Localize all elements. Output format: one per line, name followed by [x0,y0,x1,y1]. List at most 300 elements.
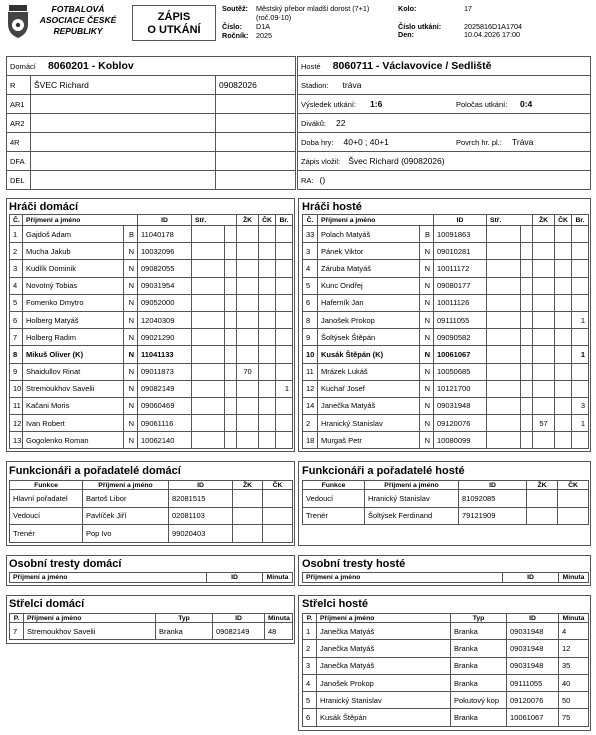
staff-col: Příjmení a jméno [365,481,459,490]
scorer-minute: 75 [559,709,589,726]
scorer-col: ID [507,614,559,623]
staff-col: ŽK [233,481,263,490]
sub-cell [225,432,237,449]
scorer-row [303,623,589,640]
red-card [555,380,572,397]
sub-cell [521,277,533,294]
scorer-type: Branka [451,709,507,726]
scorer-col: Typ [156,614,213,623]
official-role: AR1 [7,95,31,114]
official-id [216,95,296,114]
player-position: N [124,311,138,328]
scorer-type: Pokutový kop [451,692,507,709]
player-id: 10050685 [434,363,487,380]
player-name: Polach Matyáš [318,226,420,243]
sub-cell [225,346,237,363]
scorer-minute: 4 [559,623,589,640]
officials-table [6,56,296,190]
result-value: 1:6 [370,99,383,109]
red-card [555,226,572,243]
player-number: 12 [10,415,23,432]
goals: 1 [276,380,293,397]
player-row [303,243,589,260]
yellow-card [237,226,259,243]
scorer-order: 7 [10,623,24,640]
yellow-card [237,346,259,363]
sub-cell [487,397,521,414]
goals [572,226,589,243]
goals [276,294,293,311]
scorer-type: Branka [451,640,507,657]
player-name: Kuchař Josef [318,380,420,397]
scorer-type: Branka [451,674,507,691]
player-name: Mucha Jakub [23,243,124,260]
sub-cell [521,329,533,346]
player-position: N [420,243,434,260]
player-number: 2 [303,415,318,432]
official-role: DEL [7,171,31,190]
player-row [10,363,293,380]
official-role: R [7,76,31,95]
official-name [31,95,216,114]
scorer-name: Stremoukhov Savelii [24,623,156,640]
player-id: 11041133 [138,346,192,363]
player-row [10,380,293,397]
sub-cell [192,311,225,328]
yellow-card [533,380,555,397]
player-id: 09120076 [434,415,487,432]
col-id: ID [434,215,487,226]
official-name [31,171,216,190]
sub-cell [192,397,225,414]
scorer-row [303,640,589,657]
scorer-minute: 12 [559,640,589,657]
player-id: 09031948 [434,397,487,414]
player-row [303,346,589,363]
yellow-card [533,363,555,380]
scorer-name: Janošek Prokop [317,674,451,691]
player-number: 8 [10,346,23,363]
player-position: N [124,380,138,397]
sub-cell [521,243,533,260]
staff-col: ID [169,481,233,490]
yellow-card [237,415,259,432]
player-position: N [124,294,138,311]
goals [276,432,293,449]
scorer-minute: 48 [265,623,293,640]
away-team-row: Hosté 8060711 - Václavovice / Sedliště [298,57,591,76]
yellow-card [533,311,555,328]
official-role: AR2 [7,114,31,133]
player-position: N [124,363,138,380]
player-id: 09052000 [138,294,192,311]
sub-cell [521,415,533,432]
red-card [259,226,276,243]
sub-cell [225,277,237,294]
red-card [259,363,276,380]
report-title: ZÁPIS O UTKÁNÍ [132,5,216,41]
halftime-value: 0:4 [520,99,533,109]
player-position: N [124,260,138,277]
player-id: 09011873 [138,363,192,380]
col-yellow: ŽK [533,215,555,226]
player-name: Hranický Stanislav [318,415,420,432]
staff-role: Trenér [303,507,365,525]
sub-cell [225,294,237,311]
staff-role: Trenér [10,525,83,543]
red-card [555,346,572,363]
sub-cell [487,432,521,449]
col-red: ČK [259,215,276,226]
facr-logo [5,4,31,40]
col-sub: Stř. [192,215,237,226]
player-id: 09010281 [434,243,487,260]
goals [572,329,589,346]
staff-away-table [302,480,589,525]
player-row [303,294,589,311]
scorers-away-table [302,613,589,727]
sub-cell [487,294,521,311]
player-number: 5 [303,277,318,294]
official-id [216,133,296,152]
yellow-card [237,329,259,346]
player-name: Kusák Štěpán (K) [318,346,420,363]
sub-cell [225,363,237,380]
scorer-col: Minuta [559,614,589,623]
player-position: N [420,329,434,346]
scorer-order: 4 [303,674,317,691]
staff-id: 82081515 [169,490,233,508]
player-row [10,294,293,311]
official-row [7,171,296,190]
player-id: 09111055 [434,311,487,328]
red-card [555,294,572,311]
player-number: 9 [303,329,318,346]
federation-name: FOTBALOVÁ ASOCIACE ČESKÉ REPUBLIKY [39,4,117,36]
staff-away-title: Funkcionáři a pořadatelé hosté [302,465,465,477]
staff-col: ČK [263,481,293,490]
player-name: Shaidullov Rinat [23,363,124,380]
official-id: 09082026 [216,76,296,95]
goals [572,277,589,294]
scorers-header [303,614,589,623]
official-id [216,171,296,190]
player-number: 7 [10,329,23,346]
sub-cell [192,380,225,397]
sub-cell [225,415,237,432]
player-row [10,277,293,294]
scorer-row [303,657,589,674]
staff-col: Příjmení a jméno [83,481,169,490]
player-number: 4 [10,277,23,294]
player-id: 10091863 [434,226,487,243]
staff-red [263,525,293,543]
scorer-row [303,674,589,691]
player-name: Holberg Radim [23,329,124,346]
red-card [259,243,276,260]
goals [276,277,293,294]
staff-row [10,490,293,508]
player-number: 3 [10,260,23,277]
goals [572,380,589,397]
scorer-type: Branka [156,623,213,640]
sub-cell [192,432,225,449]
yellow-card [533,397,555,414]
sub-cell [192,294,225,311]
player-position: B [420,226,434,243]
player-number: 4 [303,260,318,277]
scorer-col: Minuta [265,614,293,623]
player-id: 10080099 [434,432,487,449]
player-position: N [124,397,138,414]
player-number: 14 [303,397,318,414]
player-name: Gogolenko Roman [23,432,124,449]
red-card [555,260,572,277]
player-name: Janečka Matyáš [318,397,420,414]
player-position: N [420,415,434,432]
red-card [555,329,572,346]
scorer-id: 09031948 [507,657,559,674]
staff-col: ID [459,481,527,490]
player-id: 10061067 [434,346,487,363]
goals [572,260,589,277]
scorer-order: 2 [303,640,317,657]
scorer-order: 5 [303,692,317,709]
staff-red [558,507,589,525]
staff-name: Pop Ivo [83,525,169,543]
red-card [555,311,572,328]
goals [276,311,293,328]
staff-red [263,507,293,525]
penalties-home-title: Osobní tresty domácí [9,558,122,570]
player-position: N [124,243,138,260]
player-row [10,432,293,449]
player-number: 6 [10,311,23,328]
sub-cell [487,226,521,243]
yellow-card [533,294,555,311]
scorer-col: Typ [451,614,507,623]
players-header [303,215,589,226]
col-number: Č. [10,215,23,226]
red-card [555,277,572,294]
goals [276,363,293,380]
sub-cell [487,329,521,346]
staff-header [303,481,589,490]
penalties-home-table: Příjmení a jméno ID Minuta [9,572,293,583]
sub-cell [192,415,225,432]
player-position: N [124,277,138,294]
yellow-card [533,226,555,243]
scorer-col: ID [213,614,265,623]
players-header [10,215,293,226]
penalties-away-title: Osobní tresty hosté [302,558,406,570]
goals [572,294,589,311]
scorers-home-title: Střelci domácí [9,598,85,610]
player-name: Mikuš Oliver (K) [23,346,124,363]
col-id: ID [138,215,192,226]
staff-role: Vedoucí [303,490,365,508]
player-row [303,432,589,449]
red-card [259,415,276,432]
official-name: ŠVEC Richard [31,76,216,95]
player-id: 10011172 [434,260,487,277]
sub-cell [487,277,521,294]
sub-cell [521,432,533,449]
player-name: Záruba Matyáš [318,260,420,277]
yellow-card [533,329,555,346]
player-position: N [124,329,138,346]
col-name: Příjmení a jméno [23,215,138,226]
player-position: N [420,294,434,311]
player-row [10,226,293,243]
goals [572,432,589,449]
official-row [7,152,296,171]
away-team-name: 8060711 - Václavovice / Sedliště [332,60,492,72]
yellow-card: 57 [533,415,555,432]
player-row [303,397,589,414]
sub-cell [192,226,225,243]
player-position: N [420,260,434,277]
player-row [303,329,589,346]
player-id: 09090582 [434,329,487,346]
red-card [259,294,276,311]
sub-cell [225,260,237,277]
goals: 3 [572,397,589,414]
player-number: 8 [303,311,318,328]
player-row [10,397,293,414]
player-name: Fomenko Dmytro [23,294,124,311]
player-id: 09061116 [138,415,192,432]
scorer-type: Branka [451,657,507,674]
scorer-name: Janečka Matyáš [317,657,451,674]
official-role: 4R [7,133,31,152]
staff-col: Funkce [10,481,83,490]
red-card [555,432,572,449]
players-home-title: Hráči domácí [9,201,79,213]
scorer-type: Branka [451,623,507,640]
sub-cell [487,380,521,397]
player-id: 11040178 [138,226,192,243]
scorer-minute: 40 [559,674,589,691]
penalties-away-table: Příjmení a jméno ID Minuta [302,572,589,583]
yellow-card: 70 [237,363,259,380]
player-row [303,277,589,294]
goals [276,329,293,346]
player-position: N [420,311,434,328]
sub-cell [225,243,237,260]
player-number: 13 [10,432,23,449]
sub-cell [487,260,521,277]
player-row [10,415,293,432]
sub-cell [225,397,237,414]
official-role: DFA [7,152,31,171]
staff-row [10,507,293,525]
player-id: 12040309 [138,311,192,328]
sub-cell [192,243,225,260]
goals [276,397,293,414]
sub-cell [192,277,225,294]
competition-info: Soutěž: Městský přebor mladší dorost (7+1) (roč.09-10) Číslo: D1A Ročník: 2025 [222,4,370,40]
sub-cell [192,260,225,277]
player-row [10,311,293,328]
player-position: N [420,363,434,380]
col-red: ČK [555,215,572,226]
player-name: Pánek Viktor [318,243,420,260]
goals [276,243,293,260]
yellow-card [237,294,259,311]
player-name: Holberg Matyáš [23,311,124,328]
staff-id: 99020403 [169,525,233,543]
player-number: 18 [303,432,318,449]
sub-cell [192,363,225,380]
staff-id: 81092085 [459,490,527,508]
goals: 1 [572,346,589,363]
staff-name: Bartoš Libor [83,490,169,508]
player-id: 10062140 [138,432,192,449]
player-row [10,346,293,363]
player-name: Mrázek Lukáš [318,363,420,380]
players-away-title: Hráči hosté [302,201,362,213]
player-number: 10 [303,346,318,363]
scorer-name: Janečka Matyáš [317,623,451,640]
sub-cell [225,329,237,346]
sub-cell [521,260,533,277]
col-yellow: ŽK [237,215,259,226]
sub-cell [521,346,533,363]
player-number: 9 [10,363,23,380]
yellow-card [533,260,555,277]
official-name [31,114,216,133]
player-name: Murgaš Petr [318,432,420,449]
player-row [10,243,293,260]
player-name: Janošek Prokop [318,311,420,328]
red-card [259,380,276,397]
official-name [31,152,216,171]
yellow-card [237,260,259,277]
scorer-id: 09031948 [507,623,559,640]
sub-cell [225,311,237,328]
scorer-order: 6 [303,709,317,726]
red-card [555,415,572,432]
player-row [303,363,589,380]
staff-role: Vedoucí [10,507,83,525]
official-row [7,95,296,114]
home-team-row: Domácí 8060201 - Koblov [7,57,296,76]
staff-yellow [527,507,558,525]
match-info-table: Hosté 8060711 - Václavovice / Sedliště Stadion: tráva Výsledek utkání: 1:6 Poločas utkání: 0:4 Diváků: 22 Doba hry: 40+0 ; 40+1 Povrch hr. pl.: Tráva Zápis vložil: Švec Richard (09082026) RA: () [297,56,591,190]
player-position: N [420,346,434,363]
player-position: N [124,415,138,432]
red-card [259,397,276,414]
staff-row [303,490,589,508]
red-card [259,346,276,363]
player-name: Kunc Ondřej [318,277,420,294]
player-name: Šoltýsek Štěpán [318,329,420,346]
player-number: 12 [303,380,318,397]
player-row [303,226,589,243]
player-number: 5 [10,294,23,311]
sub-cell [521,397,533,414]
player-number: 3 [303,243,318,260]
sub-cell [521,311,533,328]
staff-row [303,507,589,525]
player-id: 09031954 [138,277,192,294]
player-number: 2 [10,243,23,260]
scorer-name: Hranický Stanislav [317,692,451,709]
goals [276,346,293,363]
player-id: 10032096 [138,243,192,260]
official-id [216,114,296,133]
